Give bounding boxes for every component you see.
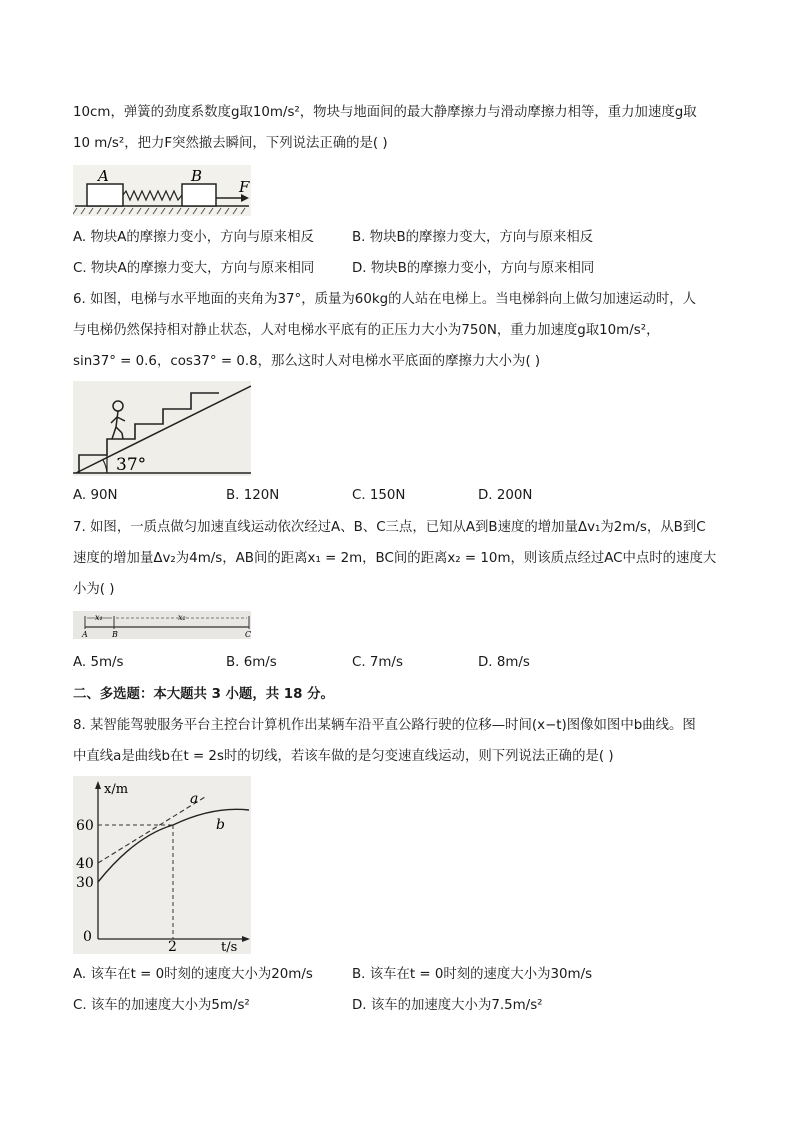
q5-text-line2: 10 m/s²，把力F突然撤去瞬间，下列说法正确的是( ) bbox=[73, 136, 388, 151]
q6-option-a: A. 90N bbox=[73, 488, 118, 503]
q6-option-d: D. 200N bbox=[478, 488, 533, 503]
xlabel: t/s bbox=[221, 940, 238, 954]
origin-label: 0 bbox=[83, 929, 92, 945]
q8-text-line1: 8. 某智能驾驶服务平台主控台计算机作出某辆车沿平直公路行驶的位移—时间(x−t)图像如图中b曲线。图 bbox=[73, 718, 696, 733]
force-label: F bbox=[239, 178, 250, 196]
label-b: b bbox=[216, 817, 225, 833]
q8-text-line2: 中直线a是曲线b在t = 2s时的切线，若该车做的是匀变速直线运动，则下列说法正确的是( ) bbox=[73, 749, 614, 764]
q5-figure-blocks-spring bbox=[73, 165, 251, 216]
q5-option-a: A. 物块A的摩擦力变小，方向与原来相反 bbox=[73, 230, 314, 245]
q7-option-d: D. 8m/s bbox=[478, 655, 530, 670]
ylabel: x/m bbox=[104, 782, 129, 797]
x2-label: x₂ bbox=[178, 613, 186, 622]
q7-text-line1: 7. 如图，一质点做匀加速直线运动依次经过A、B、C三点，已知从A到B速度的增加量Δv₁为2m/s，从B到C bbox=[73, 520, 706, 535]
block-b-label: B bbox=[191, 167, 203, 185]
q6-text-line3: sin37° = 0.6，cos37° = 0.8，那么这时人对电梯水平底面的摩擦力大小为( ) bbox=[73, 354, 541, 369]
q7-option-c: C. 7m/s bbox=[352, 655, 403, 670]
q8-xt-graph bbox=[73, 776, 251, 954]
q5-option-c: C. 物块A的摩擦力变大，方向与原来相同 bbox=[73, 261, 315, 276]
q5-option-d: D. 物块B的摩擦力变小，方向与原来相同 bbox=[352, 261, 595, 276]
q6-option-c: C. 150N bbox=[352, 488, 406, 503]
block-b bbox=[182, 184, 216, 206]
block-a bbox=[87, 184, 123, 206]
q8-option-c: C. 该车的加速度大小为5m/s² bbox=[73, 998, 250, 1013]
q6-option-b: B. 120N bbox=[226, 488, 280, 503]
q5-option-b: B. 物块B的摩擦力变大，方向与原来相反 bbox=[352, 230, 594, 245]
section2-title: 二、多选题：本大题共 3 小题，共 18 分。 bbox=[73, 687, 334, 702]
q8-option-d: D. 该车的加速度大小为7.5m/s² bbox=[352, 998, 543, 1013]
q6-text-line1: 6. 如图，电梯与水平地面的夹角为37°，质量为60kg的人站在电梯上。当电梯斜向上做匀加速运动时，人 bbox=[73, 292, 697, 307]
y-tick-60: 60 bbox=[76, 818, 94, 834]
q7-option-a: A. 5m/s bbox=[73, 655, 124, 670]
block-a-label: A bbox=[98, 167, 109, 185]
y-tick-30: 30 bbox=[76, 875, 94, 891]
point-b-label: B bbox=[112, 630, 118, 639]
point-a-label: A bbox=[82, 630, 88, 639]
point-c-label: C bbox=[245, 630, 251, 639]
q7-option-b: B. 6m/s bbox=[226, 655, 277, 670]
q5-text-line1: 10cm，弹簧的劲度系数度g取10m/s²，物块与地面间的最大静摩擦力与滑动摩擦力相等，重力加速度g取 bbox=[73, 105, 697, 120]
q7-figure-points bbox=[73, 611, 251, 639]
x1-label: x₁ bbox=[95, 613, 103, 622]
label-a: a bbox=[190, 791, 199, 807]
q6-text-line2: 与电梯仍然保持相对静止状态，人对电梯水平底有的正压力大小为750N，重力加速度g取10m/s²， bbox=[73, 323, 660, 338]
y-tick-40: 40 bbox=[76, 856, 94, 872]
q8-option-a: A. 该车在t = 0时刻的速度大小为20m/s bbox=[73, 967, 313, 982]
t-tick-2: 2 bbox=[168, 939, 177, 954]
q7-text-line2: 速度的增加量Δv₂为4m/s，AB间的距离x₁ = 2m，BC间的距离x₂ = 10m，则该质点经过AC中点时的速度大 bbox=[73, 551, 717, 566]
q6-figure-escalator bbox=[73, 381, 251, 476]
q8-option-b: B. 该车在t = 0时刻的速度大小为30m/s bbox=[352, 967, 593, 982]
q7-text-line3: 小为( ) bbox=[73, 582, 115, 597]
angle-label: 37° bbox=[116, 455, 147, 475]
